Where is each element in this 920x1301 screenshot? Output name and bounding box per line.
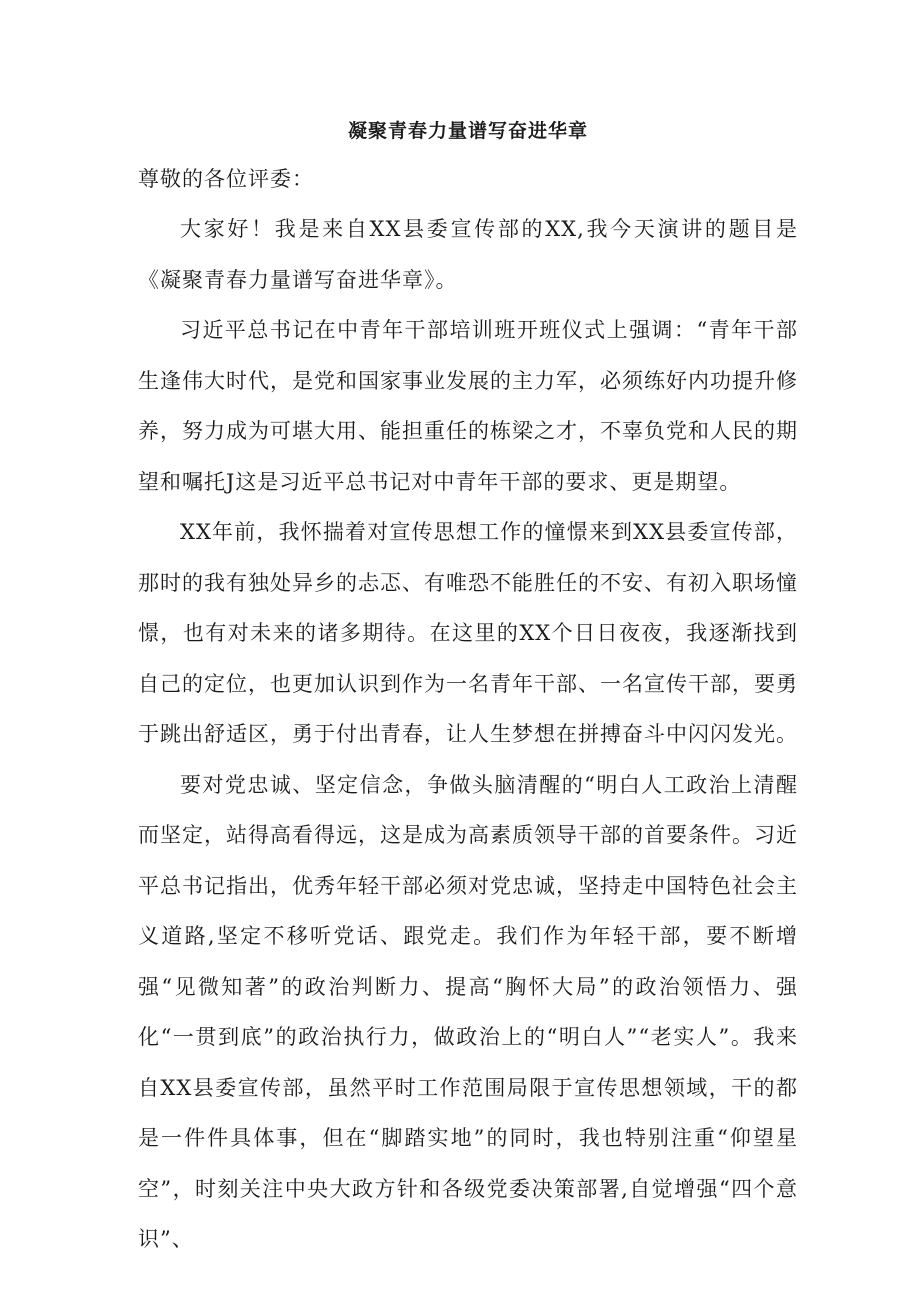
paragraph-experience: XX年前，我怀揣着对宣传思想工作的憧憬来到XX县委宣传部，那时的我有独处异乡的忐忑、有唯恐不能胜任的不安、有初入职场憧憬，也有对未来的诸多期待。在这里的XX个日日夜夜，我逐渐找到自己的定位，也更加认识到作为一名青年干部、一名宣传干部，要勇于跳出舒适区，勇于付出青春，让人生梦想在拼搏奋斗中闪闪发光。 xyxy=(138,520,798,746)
document-title: 凝聚青春力量谱写奋进华章 xyxy=(347,120,588,142)
paragraph-loyalty: 要对党忠诚、坚定信念，争做头脑清醒的“明白人工政治上清醒而坚定，站得高看得远，这是成为高素质领导干部的首要条件。习近平总书记指出，优秀年轻干部必须对党忠诚，坚持走中国特色社会主义道路,坚定不移听党话、跟党走。我们作为年轻干部，要不断增强“见微知著”的政治判断力、提高“胸怀大局”的政治领悟力、强化“一贯到底”的政治执行力，做政治上的“明白人”“老实人”。我来自XX县委宣传部，虽然平时工作范围局限于宣传思想领域，干的都是一件件具体事，但在“脚踏实地”的同时，我也特别注重“仰望星空”，时刻关注中央大政方针和各级党委决策部署,自觉增强“四个意识”、 xyxy=(138,772,798,1251)
paragraph-greeting: 大家好！我是来自XX县委宣传部的XX,我今天演讲的题目是《凝聚青春力量谱写奋进华章》。 xyxy=(138,217,798,292)
paragraph-quote: 习近平总书记在中青年干部培训班开班仪式上强调：“青年干部生逢伟大时代，是党和国家事业发展的主力军，必须练好内功提升修养，努力成为可堪大用、能担重任的栋梁之才，不辜负党和人民的期望和嘱托J这是习近平总书记对中青年干部的要求、更是期望。 xyxy=(138,318,798,494)
document-page xyxy=(138,112,798,1265)
salutation: 尊敬的各位评委： xyxy=(138,167,314,191)
